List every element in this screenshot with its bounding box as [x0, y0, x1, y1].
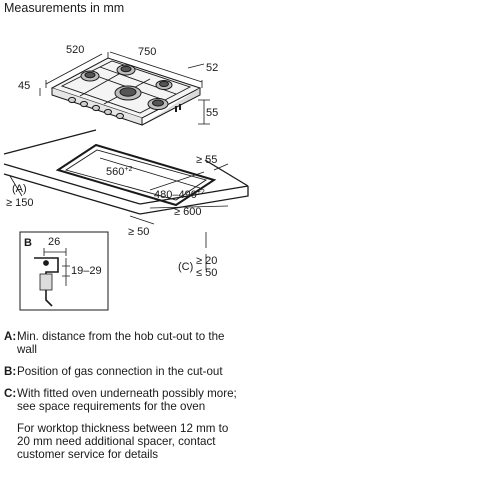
- thickness-min-label: ≥ 20: [196, 255, 218, 267]
- wall-label: (A): [12, 183, 27, 195]
- thickness-label: (C): [178, 261, 194, 273]
- hob-side-height-label: 55: [206, 107, 219, 119]
- hob-front-height-label: 45: [18, 80, 31, 92]
- pipe-fitting: [40, 274, 52, 290]
- hob-back-offset-label: 52: [206, 62, 219, 74]
- rear-distance-label: ≥ 55: [196, 154, 218, 166]
- hob-width-label: 750: [138, 46, 157, 58]
- cutout-width-label: $560^{+2}$: [106, 166, 133, 178]
- thickness-max-label: ≤ 50: [196, 267, 218, 279]
- front-distance-label: ≥ 50: [128, 226, 150, 238]
- detail-b-range-label: 19–29: [71, 265, 102, 277]
- detail-b-label: B: [24, 237, 32, 249]
- legend-item-a: A: Min. distance from the hob cut-out to the wall: [4, 330, 225, 356]
- wall-distance-label: ≥ 150: [6, 197, 34, 209]
- page-title: Measurements in mm: [4, 1, 125, 15]
- hob-depth-label: 520: [66, 44, 85, 56]
- hob-drawing: [52, 58, 200, 125]
- worktop-back-edge: [4, 130, 96, 154]
- legend: [4, 330, 244, 470]
- cutout-depth-label: $480-490^{+2}$: [154, 189, 205, 201]
- legend-item-b: B: Position of gas connection in the cut-out: [4, 365, 223, 378]
- detail-b-box: [20, 232, 108, 310]
- detail-b-width-label: 26: [48, 236, 61, 248]
- side-distance-label: ≥ 600: [174, 206, 202, 218]
- legend-item-c: C: With fitted oven underneath possibly more; see space requirements for the oven: [4, 387, 237, 413]
- legend-note: For worktop thickness between 12 mm to 20 mm need additional spacer, contact customer service for details: [17, 422, 229, 461]
